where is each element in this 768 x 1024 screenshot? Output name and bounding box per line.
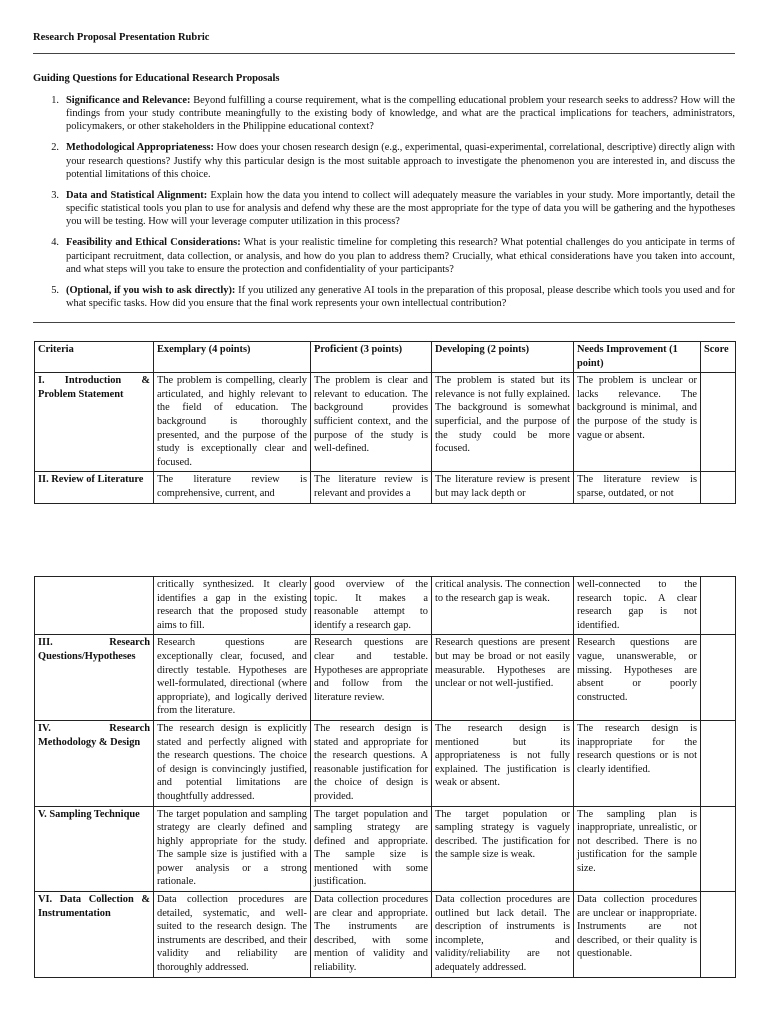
question-body (66, 189, 735, 228)
needs-improvement-cell: The problem is unclear or lacks relevance. The background is minimal, and the purpose of the study is vague or absent. (574, 373, 701, 472)
question-title: Feasibility and Ethical Considerations: (66, 237, 241, 249)
section-divider (33, 322, 735, 323)
header-criteria: Criteria (35, 342, 154, 373)
question-number: 4. (51, 237, 59, 249)
header-score: Score (701, 342, 736, 373)
page-title: Research Proposal Presentation Rubric (33, 32, 210, 43)
developing-cell: The problem is stated but its relevance is not fully explained. The background is somewhat superficial, and the purpose of the study could be more focused. (432, 373, 574, 472)
score-cell[interactable] (701, 577, 736, 635)
developing-cell: The research design is mentioned but its appropriateness is not fully explained. The justification is weak or absent. (432, 720, 574, 806)
question-title: (Optional, if you wish to ask directly): (66, 284, 236, 296)
question-body (66, 94, 735, 133)
guiding-questions-heading: Guiding Questions for Educational Research Proposals (33, 73, 280, 84)
question-body (66, 236, 735, 275)
criteria-cell: I. Introduction & Problem Statement (35, 373, 154, 472)
proficient-cell: Data collection procedures are clear and appropriate. The instruments are described, with some mention of validity and reliability. (311, 892, 432, 978)
score-cell[interactable] (701, 720, 736, 806)
question-number: 5. (51, 284, 59, 296)
developing-cell: The target population or sampling strategy is vaguely described. The justification for the sample size is weak. (432, 806, 574, 892)
header-needs-improvement: Needs Improvement (1 point) (574, 342, 701, 373)
question-title: Data and Statistical Alignment: (66, 189, 208, 201)
guiding-questions-list (33, 94, 735, 318)
question-number: 2. (51, 142, 59, 154)
question-text: Beyond fulfilling a course requirement, what is the compelling educational problem your research seeks to address? How will the findings from your study contribute meaningfully to the existing body of knowledge, and what are the practical implications for teachers, administrators, policymakers, or other stakeholders in the Philippine educational context? (66, 95, 735, 133)
proficient-cell: The research design is stated and appropriate for the research questions. A reasonable justification for the choice of design is provided. (311, 720, 432, 806)
table-row (35, 472, 736, 504)
criteria-cell: III. Research Questions/Hypotheses (35, 635, 154, 721)
developing-cell: The literature review is present but may lack depth or (432, 472, 574, 504)
exemplary-cell: The problem is compelling, clearly articulated, and highly relevant to the field of education. The background is thoroughly presented, and the purpose of the study is exceptionally clear and focused. (154, 373, 311, 472)
question-item (33, 189, 735, 228)
proficient-cell: The target population and sampling strategy are defined and appropriate. The sample size is mentioned with some justification. (311, 806, 432, 892)
proficient-cell: The literature review is relevant and provides a (311, 472, 432, 504)
question-item (33, 141, 735, 180)
exemplary-cell: Data collection procedures are detailed, systematic, and well-suited to the research design. The instruments are described, and their validity and reliability are thoroughly addressed. (154, 892, 311, 978)
table-row (35, 720, 736, 806)
rubric-table-part-2 (34, 576, 736, 978)
needs-improvement-cell: The literature review is sparse, outdated, or not (574, 472, 701, 504)
developing-cell: Data collection procedures are outlined but lack detail. The description of instruments is incomplete, and validity/reliability are not adequately addressed. (432, 892, 574, 978)
criteria-cell: VI. Data Collection & Instrumentation (35, 892, 154, 978)
criteria-cell: IV. Research Methodology & Design (35, 720, 154, 806)
proficient-cell: The problem is clear and relevant to education. The background provides sufficient context, and the purpose of the study is well-defined. (311, 373, 432, 472)
question-text: How does your chosen research design (e.g., experimental, quasi-experimental, correlational, descriptive) directly align with your research questions? Justify why this particular design is the most suitable approach to investigate the phenomenon you are interested in, and discuss the potential limitations of this choice. (66, 142, 735, 180)
question-title: Methodological Appropriateness: (66, 142, 214, 154)
question-title: Significance and Relevance: (66, 95, 191, 106)
table-row (35, 806, 736, 892)
question-number: 3. (51, 189, 59, 201)
needs-improvement-cell: The sampling plan is inappropriate, unrealistic, or not described. There is no justification for the sample size. (574, 806, 701, 892)
header-proficient: Proficient (3 points) (311, 342, 432, 373)
criteria-cell: II. Review of Literature (35, 472, 154, 504)
question-text: Explain how the data you intend to collect will adequately measure the variables in your study. More importantly, detail the specific statistical tools you plan to use for analysis and defend why these are the most appropriate for the type of data you will be gathering and the hypotheses you will be testing. How will your leverage computer utilization in this process? (66, 189, 735, 228)
needs-improvement-cell: Data collection procedures are unclear or inappropriate. Instruments are not described, or their quality is questionable. (574, 892, 701, 978)
proficient-cell: good overview of the topic. It makes a reasonable attempt to identify a research gap. (311, 577, 432, 635)
needs-improvement-cell: Research questions are vague, unanswerable, or missing. Hypotheses are absent or poorly constructed. (574, 635, 701, 721)
table-header-row (35, 342, 736, 373)
exemplary-cell: The target population and sampling strategy are clearly defined and highly appropriate for the study. The sample size is justified with a power analysis or a strong rationale. (154, 806, 311, 892)
question-text: If you utilized any generative AI tools in the preparation of this proposal, please describe which tools you used and for what specific tasks. How did you ensure that the final work represents your own intellectual contribution? (66, 284, 735, 309)
table-row (35, 892, 736, 978)
question-number: 1. (51, 95, 59, 106)
table-row (35, 373, 736, 472)
top-divider (33, 53, 735, 54)
table-row (35, 635, 736, 721)
developing-cell: Research questions are present but may be broad or not easily measurable. Hypotheses are unclear or not well-justified. (432, 635, 574, 721)
developing-cell: critical analysis. The connection to the research gap is weak. (432, 577, 574, 635)
score-cell[interactable] (701, 635, 736, 721)
question-item (33, 236, 735, 275)
table-row (35, 577, 736, 635)
needs-improvement-cell: The research design is inappropriate for the research questions or is not clearly identified. (574, 720, 701, 806)
question-item (33, 94, 735, 133)
question-body (66, 141, 735, 180)
question-body (66, 284, 735, 310)
exemplary-cell: Research questions are exceptionally clear, focused, and directly testable. Hypotheses are well-formulated, directional (where appropriate), and logically derived from the literature. (154, 635, 311, 721)
criteria-cell (35, 577, 154, 635)
question-text: What is your realistic timeline for completing this research? What potential challenges do you anticipate in terms of participant recruitment, data collection, or analysis, and how do you plan to address them? Crucially, what ethical considerations have you taken into account, and what steps will you take to ensure the protection and confidentiality of your participants? (66, 237, 735, 275)
header-developing: Developing (2 points) (432, 342, 574, 373)
rubric-table-part-1 (34, 341, 736, 504)
criteria-cell: V. Sampling Technique (35, 806, 154, 892)
needs-improvement-cell: well-connected to the research topic. A clear research gap is not identified. (574, 577, 701, 635)
score-cell[interactable] (701, 373, 736, 472)
exemplary-cell: The research design is explicitly stated and perfectly aligned with the research questions. The choice of design is convincingly justified, and potential limitations are thoughtfully addressed. (154, 720, 311, 806)
score-cell[interactable] (701, 806, 736, 892)
question-item (33, 284, 735, 310)
exemplary-cell: The literature review is comprehensive, current, and (154, 472, 311, 504)
score-cell[interactable] (701, 472, 736, 504)
proficient-cell: Research questions are clear and testable. Hypotheses are appropriate and follow from the literature review. (311, 635, 432, 721)
score-cell[interactable] (701, 892, 736, 978)
header-exemplary: Exemplary (4 points) (154, 342, 311, 373)
exemplary-cell: critically synthesized. It clearly identifies a gap in the existing research that the proposed study aims to fill. (154, 577, 311, 635)
